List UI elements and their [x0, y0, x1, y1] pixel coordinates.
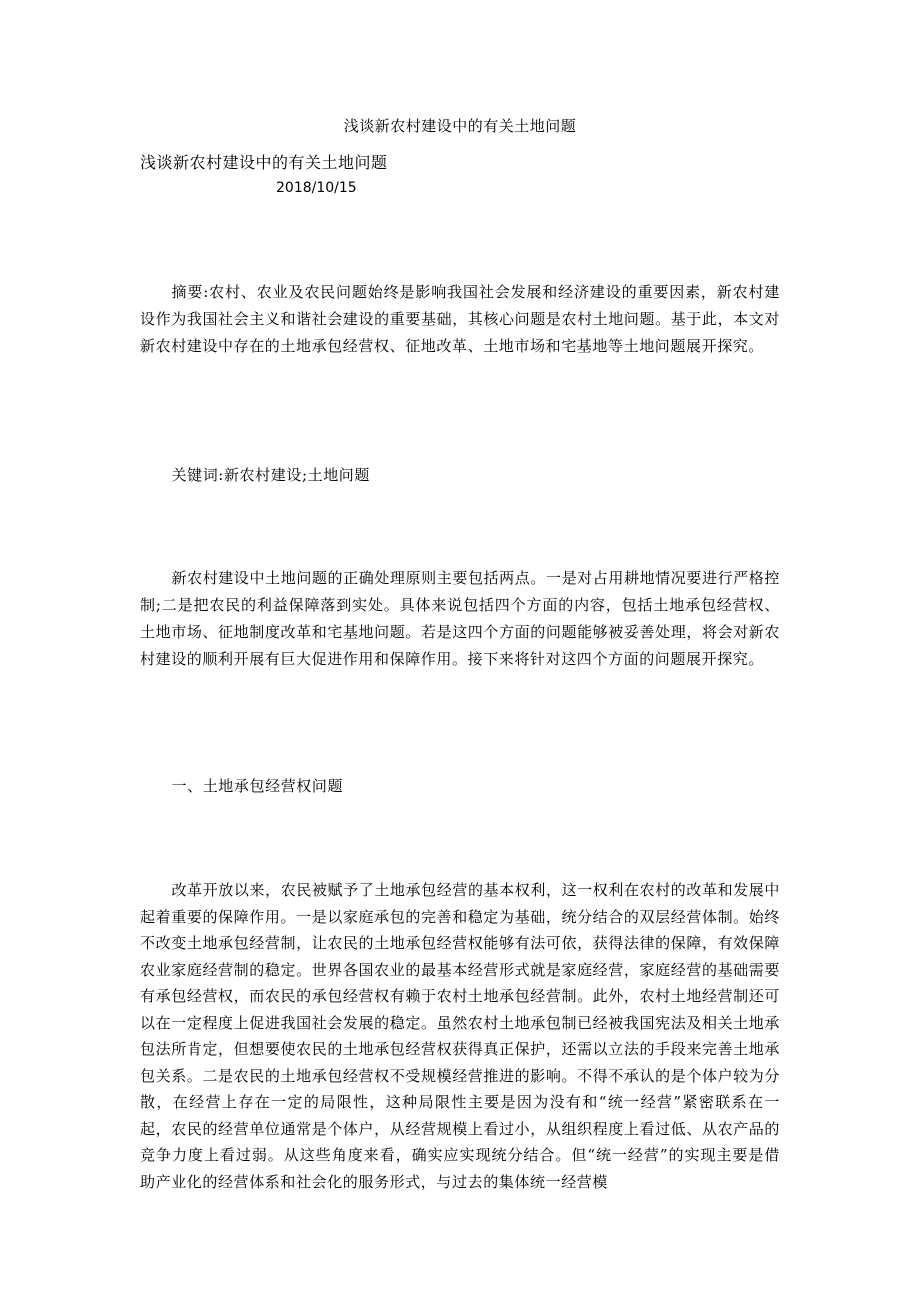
- intro-paragraph: 新农村建设中土地问题的正确处理原则主要包括两点。一是对占用耕地情况要进行严格控制;二是把农民的利益保障落到实处。具体来说包括四个方面的内容，包括土地承包经营权、土地市场、征地制度改革和宅基地问题。若是这四个方面的问题能够被妥善处理，将会对新农村建设的顺利开展有巨大促进作用和保障作用。接下来将针对这四个方面的问题展开探究。: [140, 569, 780, 668]
- section-body-paragraph: 改革开放以来，农民被赋予了土地承包经营的基本权利，这一权利在农村的改革和发展中起着重要的保障作用。一是以家庭承包的完善和稳定为基础，统分结合的双层经营体制。始终不改变土地承包经营制，让农民的土地承包经营权能够有法可依，获得法律的保障，有效保障农业家庭经营制的稳定。世界各国农业的最基本经营形式就是家庭经营，家庭经营的基础需要有承包经营权，而农民的承包经营权有赖于农村土地承包经营制。此外，农村土地经营制还可以在一定程度上促进我国社会发展的稳定。虽然农村土地承包制已经被我国宪法及相关土地承包法所肯定，但想要使农民的土地承包经营权获得真正保护，还需以立法的手段来完善土地承包关系。二是农民的土地承包经营权不受规模经营推进的影响。不得不承认的是个体户较为分散，在经营上存在一定的局限性，这种局限性主要是因为没有和“统一经营”紧密联系在一起，农民的经营单位通常是个体户，从经营规模上看过小，从组织程度上看过低、从农产品的竞争力度上看过弱。从这些角度来看，确实应实现统分结合。但“统一经营”的实现主要是借助产业化的经营体系和社会化的服务形式，与过去的集体统一经营模: [140, 881, 780, 1191]
- keywords-line: 关键词:新农村建设;土地问题: [171, 466, 371, 484]
- abstract-paragraph: 摘要:农村、农业及农民问题始终是影响我国社会发展和经济建设的重要因素，新农村建设作为我国社会主义和谐社会建设的重要基础，其核心问题是农村土地问题。基于此，本文对新农村建设中存在的土地承包经营权、征地改革、土地市场和宅基地等土地问题展开探究。: [140, 283, 780, 355]
- section-heading: 一、土地承包经营权问题: [171, 777, 344, 795]
- publish-date: 2018/10/15: [276, 180, 357, 196]
- document-subtitle: 浅谈新农村建设中的有关土地问题: [140, 153, 388, 172]
- document-title: 浅谈新农村建设中的有关土地问题: [343, 117, 577, 135]
